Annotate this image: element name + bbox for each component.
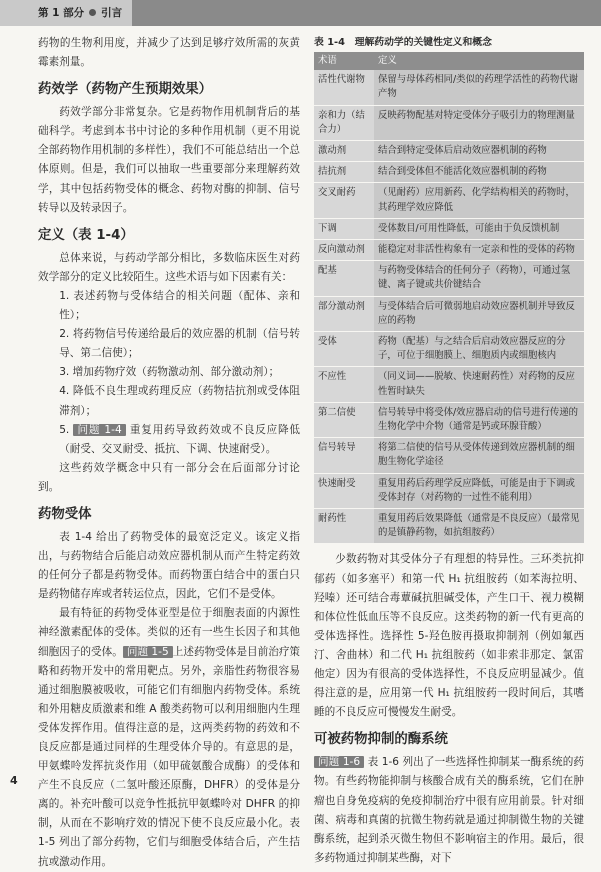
pd-paragraph: 药效学部分非常复杂。它是药物作用机制背后的基础科学。考虑到本书中讨论的多种作用机制（更不用说全部药物作用机制的多样性），我们不可能总结出一个总体原则。但是，我们可以抽取一些重要部分来理解药效学，其中包括药物受体的概念、药物对酶的抑制、信号转导以及转录因子。	[38, 106, 300, 214]
table-row	[314, 509, 584, 544]
column-header: 定义	[374, 52, 584, 70]
right-column	[314, 34, 584, 868]
definition-cell: 受体数目/可用性降低，可能由于负反馈机制	[374, 218, 584, 239]
table-title: 表 1-4 理解药动学的关键性定义和概念	[314, 37, 492, 48]
definition-cell: （同义词——脱敏、快速耐药性）对药物的反应性暂时缺失	[374, 367, 584, 402]
table-row	[314, 402, 584, 437]
table-row	[314, 438, 584, 473]
receptor-paragraph-1: 表 1-4 给出了药物受体的最宽泛定义。该定义指出，与药物结合后能启动效应器机制从而产生特定药效的任何分子都是药物受体。而药物蛋白结合中的蛋白只是药物储存库或者转运位点，因此，它们不是受体。	[38, 530, 300, 601]
term-cell: 激动剂	[314, 141, 374, 162]
enzyme-text: 表 1-6 列出了一些选择性抑制某一酶系统的药物。有些药物能抑制与核酸合成有关的酶系统，它们在肿瘤也自身免疫病的免疫抑制治疗中很有应用前景。针对细菌、病毒和真菌的抗微生物药就是通过抑制微生物的关键酶系统，起到杀灭微生物但不影响宿主的作用。最后，很多药物通过抑制某些酶，对下	[314, 756, 584, 864]
term-cell: 下调	[314, 218, 374, 239]
question-tag[interactable]: 问题 1-4	[73, 424, 125, 436]
definition-cell: 重复用药后药理学反应降低，可能是由于下调或受体封存（对药物的一过性不能利用）	[374, 473, 584, 508]
separator-dot-icon	[89, 9, 96, 16]
receptor-text-a: 最有特征的药物受体亚型是位于细胞表面的内源性神经激素配体的受体。类似的还有一些生长因子和其他细胞因子的受体。	[38, 607, 300, 658]
table-row	[314, 367, 584, 402]
table-row	[314, 296, 584, 331]
definitions-table	[314, 52, 584, 544]
term-cell: 快速耐受	[314, 473, 374, 508]
part-label: 第 1 部分	[38, 7, 85, 19]
definition-cell: 结合到受体但不能活化效应器机制的药物	[374, 162, 584, 183]
definition-cell: 能稳定对非活性构象有一定亲和性的受体的药物	[374, 240, 584, 261]
list-number: 5.	[59, 423, 70, 436]
table-row	[314, 240, 584, 261]
definition-cell: 重复用药后效果降低（通常是不良反应）（最常见的是镇静药物，如抗组胺药）	[374, 509, 584, 544]
definition-cell: 信号转导中将受体/效应器启动的信号进行传递的生物化学中介物（通常是钙或环腺苷酸）	[374, 402, 584, 437]
intro-paragraph: 药物的生物利用度，并减少了达到足够疗效所需的灰黄霉素剂量。	[38, 37, 300, 69]
chapter-tab	[0, 0, 132, 26]
term-cell: 不应性	[314, 367, 374, 402]
table-row	[314, 261, 584, 296]
right-body	[314, 550, 584, 867]
table-row	[314, 162, 584, 183]
definition-cell: 将第二信使的信号从受体传递到效应器机制的细胞生物化学途径	[374, 438, 584, 473]
list-item: 4. 降低不良生理或药理反应（药物拮抗剂或受体阻滞剂）；	[59, 385, 300, 417]
term-cell: 信号转导	[314, 438, 374, 473]
left-column	[38, 34, 300, 872]
definition-cell: 药物（配基）与之结合后启动效应器反应的分子，可位于细胞膜上、细胞质内或细胞核内	[374, 332, 584, 367]
term-cell: 配基	[314, 261, 374, 296]
specificity-paragraph: 少数药物对其受体分子有理想的特异性。三环类抗抑郁药（如多塞平）和第一代 H₁ 抗组胺药（如苯海拉明、羟嗪）还可结合毒蕈碱抗胆碱受体，产生口干、视力模糊和体位性低血压等不良反应。这类药物的新一代有更高的受体选择性。选择性 5-羟色胺再摄取抑制剂（例如氟西汀、舍曲林）和二代 H₁ 抗组胺药（如非索非那定、氯雷他定）因为有很高的受体选择性，不良反应明显减少。值得注意的是，应用第一代 H₁ 抗组胺药一段时间后，其嗜睡的不良反应可慢慢发生耐受。	[314, 553, 584, 719]
page-number: 4	[10, 774, 18, 787]
question-tag[interactable]: 问题 1-6	[314, 756, 364, 768]
column-header: 术语	[314, 52, 374, 70]
definition-cell: 结合到特定受体后启动效应器机制的药物	[374, 141, 584, 162]
chapter-label: 引言	[101, 7, 123, 19]
table-row	[314, 218, 584, 239]
receptor-heading: 药物受体	[38, 506, 92, 522]
definition-paragraph: 总体来说，与药动学部分相比，多数临床医生对药效学部分的定义比较陌生。这些术语与如下因素有关：	[38, 251, 300, 283]
definition-cell: 与药物受体结合的任何分子（药物），可通过氢键、离子键或共价键结合	[374, 261, 584, 296]
term-cell: 耐药性	[314, 509, 374, 544]
term-cell: 反向激动剂	[314, 240, 374, 261]
term-cell: 亲和力（结合力）	[314, 105, 374, 140]
list-item: 1. 表述药物与受体结合的相关问题（配体、亲和性）；	[59, 289, 300, 322]
question-tag[interactable]: 问题 1-5	[123, 646, 173, 658]
list-item: 3. 增加药物疗效（药物激动剂、部分激动剂）；	[59, 366, 280, 379]
definition-cell: （见耐药）应用新药、化学结构相关的药物时，其药理学效应降低	[374, 183, 584, 218]
definition-heading: 定义（表 1-4）	[38, 227, 134, 243]
term-cell: 部分激动剂	[314, 296, 374, 331]
definition-end-paragraph: 这些药效学概念中只有一部分会在后面部分讨论到。	[38, 461, 300, 493]
table-row	[314, 183, 584, 218]
term-cell: 活性代谢物	[314, 70, 374, 105]
list-item: 2. 将药物信号传递给最后的效应器的机制（信号转导、第二信使）；	[59, 328, 300, 360]
definition-cell: 与受体结合后可微弱地启动效应器机制并导致反应的药物	[374, 296, 584, 331]
running-header	[0, 0, 601, 26]
pd-heading: 药效学（药物产生预期效果）	[38, 82, 213, 98]
definition-cell: 保留与母体药相同/类似的药理学活性的药物代谢产物	[374, 70, 584, 105]
term-cell: 第二信使	[314, 402, 374, 437]
receptor-paragraph-2	[38, 604, 300, 871]
table-row	[314, 141, 584, 162]
term-cell: 拮抗剂	[314, 162, 374, 183]
receptor-text-b: 上述药物受体是目前治疗策略和药物开发中的常用靶点。另外，亲脂性药物很容易通过细胞膜被吸收，可能它们有细胞内药物受体。系统和外用糖皮质激素和维 A 酸类药物可以利用细胞内生理受体发挥作用。值得注意的是，这两类药物的药效和不良反应都是通过同样的生理受体介导的。有意思的是，甲氨蝶呤发挥抗炎作用（如甲硫氨酸合成酶）的受体和产生不良反应（二氢叶酸还原酶，DHFR）的受体是分离的。补充叶酸可以竞争性抵抗甲氨蝶呤对 DHFR 的抑制，从而在不影响疗效的情况下使不良反应最小化。表 1-5 列出了部分药物，它们与细胞受体结合后，产生拮抗或激动作用。	[38, 645, 301, 868]
list-item-text: 重复用药导致药效或不良反应降低（耐受、交叉耐受、抵抗、下调、快速耐受）。	[59, 423, 301, 455]
table-row	[314, 70, 584, 105]
enzyme-paragraph	[314, 753, 584, 868]
term-cell: 受体	[314, 332, 374, 367]
table-row	[314, 332, 584, 367]
definition-cell: 反映药物配基对特定受体分子吸引力的物理测量	[374, 105, 584, 140]
table-row	[314, 473, 584, 508]
table-row	[314, 105, 584, 140]
table-body	[314, 70, 584, 544]
table-header-row	[314, 52, 584, 70]
term-cell: 交叉耐药	[314, 183, 374, 218]
enzyme-heading: 可被药物抑制的酶系统	[314, 732, 448, 748]
list-item	[38, 421, 300, 459]
